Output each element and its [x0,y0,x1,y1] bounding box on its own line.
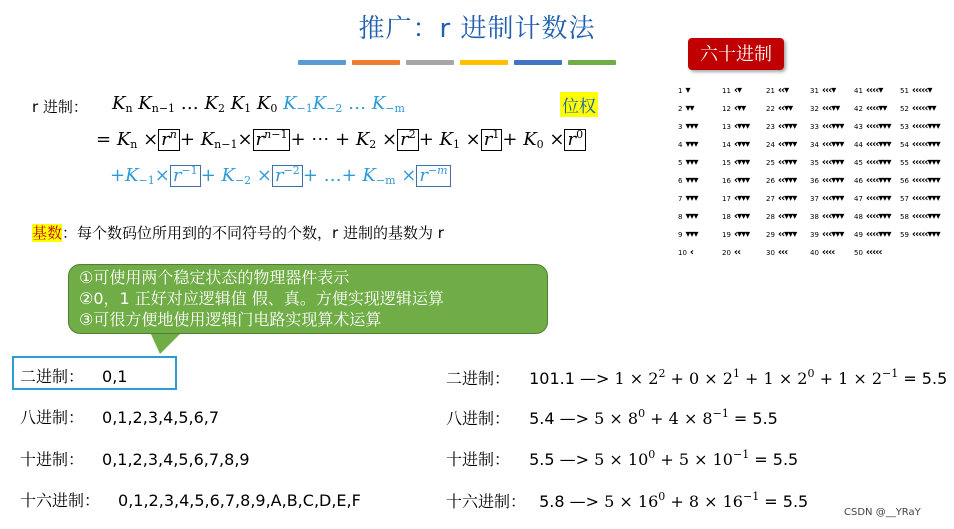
example-expansion: $5 \times 8^0 + 4 \times 8^{-1}$ [594,407,729,428]
numeral-cell [900,226,952,244]
numeral-column [900,82,952,244]
cuneiform-glyph-icon: ‹‹‹▾▾▾ [821,121,844,132]
base-digits: 0,1,2,3,4,5,6,7 [102,408,220,427]
numeral-number: 25 [766,159,775,167]
cuneiform-glyph-icon: ▾ [685,85,690,96]
numeral-number: 49 [854,231,863,239]
base-name: 十六进制： [20,491,101,510]
cuneiform-glyph-icon: ▾▾▾ [685,121,698,132]
cuneiform-glyph-icon: ‹▾▾▾ [733,193,750,204]
cuneiform-glyph-icon: ‹‹▾▾ [777,103,793,114]
numeral-cell [900,208,952,226]
basis-definition [32,222,444,243]
numeral-number: 48 [854,213,863,221]
binary-advantages-callout [68,264,548,334]
example-value: 5.8 [539,492,565,511]
formula-digit-sequence: $K_n$ $K_{n-1}$ … $K_2$ $K_1$ $K_0$ $K_{-1}K_{-2}$ … $K_{-m}$ [112,93,405,115]
cuneiform-glyph-icon: ‹‹‹▾▾▾ [821,211,844,222]
numeral-number: 19 [722,231,731,239]
cuneiform-glyph-icon: ‹‹ [733,247,741,258]
numeral-number: 10 [678,249,687,257]
base-digits: 0,1 [102,367,128,386]
underline-bar [460,60,508,65]
numeral-cell [854,208,906,226]
numeral-number: 52 [900,105,909,113]
callout-line: ①可使用两个稳定状态的物理器件表示 [79,268,350,287]
numeral-cell [854,172,906,190]
numeral-number: 39 [810,231,819,239]
cuneiform-glyph-icon: ‹‹▾▾▾ [777,139,797,150]
numeral-cell [900,118,952,136]
cuneiform-glyph-icon: ‹▾▾▾ [733,139,750,150]
cuneiform-glyph-icon: ‹‹‹▾▾▾ [821,175,844,186]
example-value: 5.4 [529,409,555,428]
numeral-number: 54 [900,141,909,149]
numeral-number: 58 [900,213,909,221]
example-arrow: —> [580,369,610,388]
cuneiform-glyph-icon: ‹‹‹‹▾ [865,85,883,96]
base-row-octal [20,405,219,428]
cuneiform-glyph-icon: ‹‹‹‹‹▾▾▾ [911,229,940,240]
cuneiform-glyph-icon: ‹‹‹▾ [821,85,836,96]
numeral-number: 59 [900,231,909,239]
numeral-number: 27 [766,195,775,203]
numeral-number: 1 [678,87,683,95]
numeral-cell [854,100,906,118]
numeral-number: 40 [810,249,819,257]
numeral-cell [900,172,952,190]
numeral-number: 6 [678,177,683,185]
cuneiform-glyph-icon: ‹‹▾▾▾ [777,229,797,240]
base-name: 八进制： [20,408,85,427]
numeral-number: 50 [854,249,863,257]
numeral-number: 3 [678,123,683,131]
numeral-cell [854,226,906,244]
numeral-number: 18 [722,213,731,221]
underline-bar [352,60,400,65]
numeral-number: 38 [810,213,819,221]
cuneiform-glyph-icon: ▾▾▾ [685,229,698,240]
basis-text: ：每个数码位所用到的不同符号的个数，r 进制的基数为 r [62,224,444,242]
numeral-cell [900,100,952,118]
cuneiform-glyph-icon: ‹‹‹‹‹▾▾▾ [911,157,940,168]
formula-integer-expansion: = $K_n \times r^n + K_{n-1}\times r^{n-1}$ + ⋯ + $K_2 \times r^2 + K_1 \times r^1 + K_0 \times r^0$ [96,129,586,151]
cuneiform-glyph-icon: ‹▾▾▾ [733,157,750,168]
cuneiform-glyph-icon: ▾▾▾ [685,139,698,150]
numeral-number: 21 [766,87,775,95]
cuneiform-glyph-icon: ‹▾ [733,85,742,96]
numeral-number: 45 [854,159,863,167]
numeral-number: 47 [854,195,863,203]
cuneiform-glyph-icon: ‹‹‹ [777,247,788,258]
cuneiform-glyph-icon: ‹‹▾▾▾ [777,193,797,204]
numeral-number: 11 [722,87,731,95]
numeral-number: 2 [678,105,683,113]
example-result: = 5.5 [754,450,799,469]
numeral-number: 31 [810,87,819,95]
cuneiform-glyph-icon: ‹‹‹‹▾▾▾ [865,139,891,150]
cuneiform-glyph-icon: ‹‹‹‹▾▾▾ [865,229,891,240]
example-decimal [446,447,798,470]
underline-bar [298,60,346,65]
example-base-name: 十六进制： [446,492,527,511]
example-arrow: —> [569,492,600,511]
numeral-cell [854,118,906,136]
base-digits: 0,1,2,3,4,5,6,7,8,9,A,B,C,D,E,F [118,491,361,510]
numeral-number: 17 [722,195,731,203]
underline-bar [514,60,562,65]
weight-label: 位权 [560,92,598,117]
numeral-cell [854,244,906,262]
cuneiform-glyph-icon: ‹‹‹‹‹▾▾▾ [911,193,940,204]
numeral-number: 9 [678,231,683,239]
cuneiform-glyph-icon: ‹‹‹▾▾▾ [821,139,844,150]
cuneiform-glyph-icon: ‹‹‹‹‹▾▾▾ [911,121,940,132]
cuneiform-glyph-icon: ‹▾▾▾ [733,121,750,132]
numeral-cell [854,136,906,154]
numeral-number: 14 [722,141,731,149]
cuneiform-glyph-icon: ‹‹‹‹‹ [865,247,882,258]
sexagesimal-label: 六十进制 [688,38,784,70]
numeral-number: 35 [810,159,819,167]
cuneiform-glyph-icon: ‹‹‹‹‹▾▾▾ [911,211,940,222]
cuneiform-glyph-icon: ▾▾▾ [685,211,698,222]
numeral-cell [854,82,906,100]
example-base-name: 二进制： [446,369,511,388]
cuneiform-glyph-icon: ‹▾▾ [733,103,746,114]
cuneiform-glyph-icon: ‹‹‹‹ [821,247,835,258]
numeral-number: 16 [722,177,731,185]
numeral-number: 41 [854,87,863,95]
numeral-number: 57 [900,195,909,203]
numeral-number: 8 [678,213,683,221]
base-name: 十进制： [20,450,85,469]
base-row-binary [20,364,127,387]
example-base-name: 十进制： [446,450,511,469]
example-result: = 5.5 [764,492,809,511]
cuneiform-glyph-icon: ‹‹▾ [777,85,789,96]
cuneiform-glyph-icon: ▾▾▾ [685,193,698,204]
basis-label: 基数 [32,224,63,242]
numeral-number: 30 [766,249,775,257]
numeral-cell [900,136,952,154]
numeral-number: 44 [854,141,863,149]
numeral-number: 4 [678,141,683,149]
r-base-label: r 进制： [32,98,88,116]
example-value: 101.1 [529,369,575,388]
example-hex [446,489,808,512]
example-base-name: 八进制： [446,409,511,428]
callout-tail [150,332,182,354]
numeral-number: 28 [766,213,775,221]
cuneiform-glyph-icon: ‹‹‹▾▾▾ [821,193,844,204]
numeral-number: 15 [722,159,731,167]
example-result: = 5.5 [733,409,778,428]
numeral-number: 37 [810,195,819,203]
numeral-number: 56 [900,177,909,185]
numeral-number: 7 [678,195,683,203]
numeral-number: 22 [766,105,775,113]
example-expansion: $5 \times 10^0 + 5 \times 10^{-1}$ [594,448,750,469]
base-digits: 0,1,2,3,4,5,6,7,8,9 [102,450,250,469]
underline-bar [568,60,616,65]
example-binary [446,366,947,389]
cuneiform-glyph-icon: ‹▾▾▾ [733,175,750,186]
cuneiform-glyph-icon: ‹‹‹▾▾ [821,103,840,114]
numeral-number: 53 [900,123,909,131]
cuneiform-glyph-icon: ‹‹▾▾▾ [777,121,797,132]
numeral-cell [854,154,906,172]
numeral-cell [854,190,906,208]
example-value: 5.5 [529,450,555,469]
cuneiform-glyph-icon: ▾▾ [685,103,694,114]
numeral-number: 26 [766,177,775,185]
numeral-number: 51 [900,87,909,95]
cuneiform-glyph-icon: ‹▾▾▾ [733,229,750,240]
cuneiform-glyph-icon: ‹‹‹‹‹▾▾▾ [911,175,940,186]
numeral-number: 46 [854,177,863,185]
example-expansion: $5 \times 16^0 + 8 \times 16^{-1}$ [604,490,760,511]
numeral-cell [900,190,952,208]
numeral-number: 34 [810,141,819,149]
cuneiform-glyph-icon: ▾▾▾ [685,157,698,168]
numeral-number: 32 [810,105,819,113]
cuneiform-glyph-icon: ‹‹‹‹▾▾▾ [865,193,891,204]
numeral-number: 43 [854,123,863,131]
numeral-cell [900,154,952,172]
cuneiform-glyph-icon: ‹‹‹‹▾▾ [865,103,887,114]
footer-credit: CSDN @__YRaY [844,507,921,518]
cuneiform-glyph-icon: ‹‹‹‹▾▾▾ [865,175,891,186]
cuneiform-glyph-icon: ‹‹▾▾▾ [777,175,797,186]
numeral-number: 5 [678,159,683,167]
numeral-cell [900,82,952,100]
example-arrow: —> [559,450,590,469]
base-row-hex [20,488,361,511]
numeral-number: 23 [766,123,775,131]
base-name: 二进制： [20,367,85,386]
numeral-number: 33 [810,123,819,131]
base-row-decimal [20,447,250,470]
cuneiform-glyph-icon: ‹ [689,247,694,258]
numeral-number: 55 [900,159,909,167]
numeral-number: 42 [854,105,863,113]
cuneiform-glyph-icon: ‹‹‹▾▾▾ [821,229,844,240]
formula-fraction-expansion: $+K_{-1}\times r^{-1} + K_{-2} \times r^{-2}$ + …+ $K_{-m} \times r^{-m}$ [110,165,451,187]
callout-line: ②0，1 正好对应逻辑值 假、真。方便实现逻辑运算 [79,289,444,308]
numeral-number: 24 [766,141,775,149]
cuneiform-glyph-icon: ‹‹‹‹‹▾▾ [911,103,936,114]
cuneiform-glyph-icon: ‹‹‹‹▾▾▾ [865,157,891,168]
example-result: = 5.5 [903,369,948,388]
example-octal [446,406,778,429]
example-expansion: $1 \times 2^2 + 0 \times 2^1 + 1 \times 2^0 + 1 \times 2^{-1}$ [614,367,899,388]
callout-line: ③可很方便地使用逻辑门电路实现算术运算 [79,310,382,329]
numeral-number: 36 [810,177,819,185]
cuneiform-glyph-icon: ▾▾▾ [685,175,698,186]
cuneiform-glyph-icon: ‹‹‹‹▾▾▾ [865,121,891,132]
cuneiform-glyph-icon: ‹▾▾▾ [733,211,750,222]
cuneiform-glyph-icon: ‹‹▾▾▾ [777,157,797,168]
page-title: 推广：r 进制计数法 [358,14,596,44]
cuneiform-glyph-icon: ‹‹‹▾▾▾ [821,157,844,168]
example-arrow: —> [559,409,590,428]
numeral-number: 12 [722,105,731,113]
numeral-number: 20 [722,249,731,257]
cuneiform-glyph-icon: ‹‹‹‹▾▾▾ [865,211,891,222]
cuneiform-glyph-icon: ‹‹‹‹‹▾▾▾ [911,139,940,150]
numeral-number: 29 [766,231,775,239]
cuneiform-glyph-icon: ‹‹▾▾▾ [777,211,797,222]
cuneiform-glyph-icon: ‹‹‹‹‹▾ [911,85,932,96]
underline-bar [406,60,454,65]
numeral-number: 13 [722,123,731,131]
title-underline-bars [298,60,616,65]
numeral-column [854,82,906,262]
